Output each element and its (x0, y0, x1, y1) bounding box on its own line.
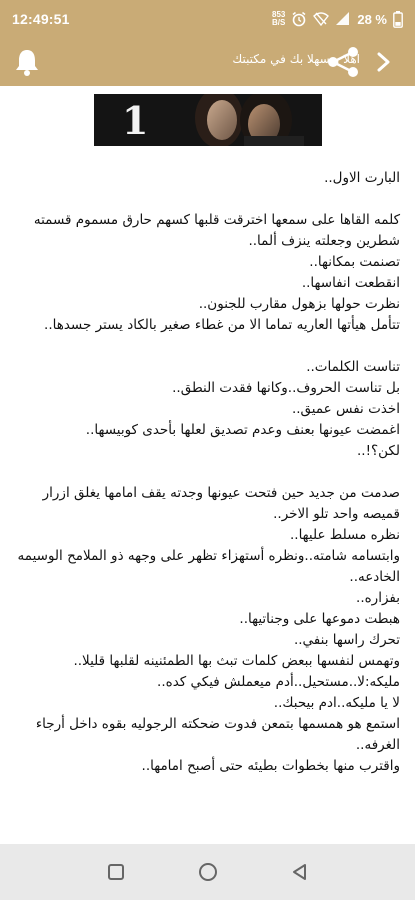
signal-icon (335, 11, 351, 27)
paragraph-gap (16, 189, 400, 210)
article-line: هبطت دموعها على وجناتيها.. (239, 611, 400, 627)
bell-icon[interactable] (12, 47, 42, 77)
status-time: 12:49:51 (12, 11, 70, 27)
article-line: نظرت حولها بزهول مقارب للجنون.. (198, 296, 400, 312)
paragraph-gap (16, 462, 400, 483)
article-line: البارت الاول.. (324, 170, 400, 186)
article-line: وابتسامه شامته..ونظره أستهزاء تظهر على وجهه ذو الملامح الوسيمه الخادعه.. (17, 548, 400, 585)
article-line: انقطعت انفاسها.. (301, 275, 400, 291)
article-line: اغمضت عيونها بعنف وعدم تصديق لعلها بأحدى كوبيسها.. (85, 422, 400, 438)
article-line: كلمه القاها على سمعها اخترقت قلبها كسهم حارق مسموم قسمته شطرين وجعلته ينزف ألما.. (33, 212, 400, 249)
back-triangle-icon[interactable] (290, 862, 310, 882)
status-bar (0, 0, 415, 38)
chapter-banner-image (94, 94, 322, 146)
network-speed-unit: B/S (272, 18, 286, 27)
alarm-icon (291, 11, 307, 27)
reader-content[interactable] (0, 86, 415, 844)
article-line: واقترب منها بخطوات بطيئه حتى أصبح امامها.. (141, 758, 400, 774)
article-line: تناست الكلمات.. (306, 359, 400, 375)
network-speed (272, 11, 285, 27)
paragraph-gap (16, 336, 400, 357)
network-speed-value: 853 (272, 10, 286, 19)
system-nav-bar (0, 844, 415, 900)
article-line: استمع هو همسمها بتمعن فدوت ضحكته الرجوليه بقوه داخل أرجاء الغرفه.. (35, 716, 400, 753)
article-line: نظره مسلط عليها.. (289, 527, 400, 543)
article-line: تحرك راسها بنفي.. (293, 632, 400, 648)
article-line: تصنمت بمكانها.. (309, 254, 400, 270)
battery-percent: 28 % (357, 11, 387, 27)
wifi-off-icon (313, 11, 329, 27)
article-line: بفزاره.. (356, 590, 400, 606)
article-line: مليكه:لا..مستحيل..أدم ميعملش فيكي كده.. (157, 674, 400, 690)
article-line: صدمت من جديد حين فتحت عيونها وجدته يقف امامها يغلق ازرار قميصه واحد تلو الاخر.. (42, 485, 400, 522)
couple-illustration (94, 94, 322, 146)
article-line: تتأمل هيأتها العاريه تماما الا من غطاء صغير بالكاد يستر جسدها.. (44, 317, 400, 333)
battery-icon (393, 11, 403, 28)
article-line: بل تناست الحروف..وكانها فقدت النطق.. (172, 380, 400, 396)
article-line: لكن؟!.. (356, 443, 400, 459)
recent-apps-icon[interactable] (106, 862, 126, 882)
page-title: اهلا و سهلا بك في مكتبتك (232, 52, 360, 66)
chapter-number: 1 (122, 98, 149, 143)
article-line: وتهمس لنفسها ببعض كلمات تبث بها الطمئنينه لقلبها قليلا.. (73, 653, 400, 669)
article-line: لا يا مليكه..ادم بيحبك.. (273, 695, 400, 711)
back-chevron-icon[interactable] (372, 50, 396, 74)
home-icon[interactable] (197, 861, 219, 883)
chapter-text (16, 168, 400, 777)
article-line: اخذت نفس عميق.. (291, 401, 400, 417)
app-bar (0, 38, 415, 86)
status-icons (272, 11, 403, 28)
